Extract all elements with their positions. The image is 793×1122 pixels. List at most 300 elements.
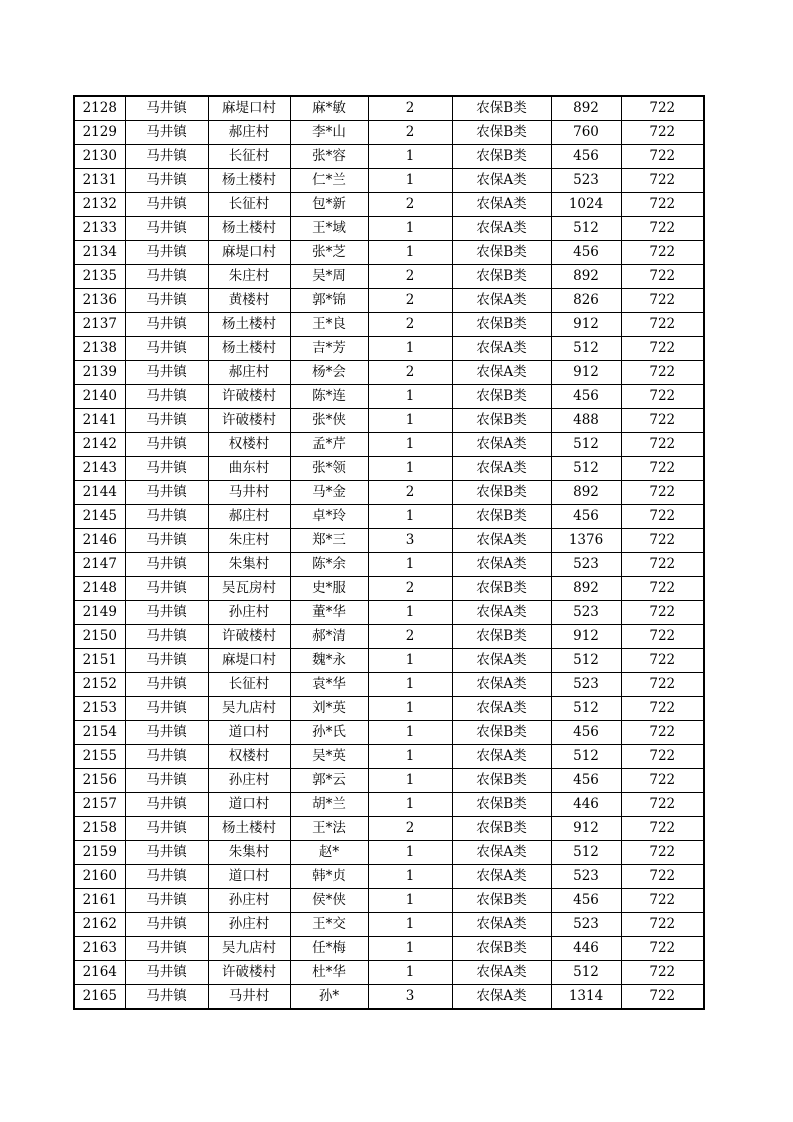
cell-category: 农保B类 (452, 96, 551, 121)
cell-town: 马井镇 (125, 529, 208, 553)
cell-village: 长征村 (208, 193, 290, 217)
table-row (74, 769, 704, 793)
table-row (74, 649, 704, 673)
cell-village: 权楼村 (208, 745, 290, 769)
cell-town: 马井镇 (125, 745, 208, 769)
cell-name: 杜*华 (290, 961, 368, 985)
cell-town: 马井镇 (125, 481, 208, 505)
cell-category: 农保A类 (452, 697, 551, 721)
cell-town: 马井镇 (125, 913, 208, 937)
cell-amount: 523 (551, 601, 621, 625)
cell-name: 马*金 (290, 481, 368, 505)
cell-seq: 2135 (74, 265, 125, 289)
cell-standard: 722 (621, 121, 704, 145)
cell-standard: 722 (621, 625, 704, 649)
cell-persons: 1 (368, 793, 452, 817)
cell-village: 吴九店村 (208, 937, 290, 961)
cell-amount: 488 (551, 409, 621, 433)
cell-seq: 2131 (74, 169, 125, 193)
cell-village: 许破楼村 (208, 961, 290, 985)
cell-category: 农保B类 (452, 721, 551, 745)
cell-category: 农保B类 (452, 937, 551, 961)
cell-seq: 2133 (74, 217, 125, 241)
cell-seq: 2158 (74, 817, 125, 841)
cell-persons: 1 (368, 769, 452, 793)
cell-standard: 722 (621, 697, 704, 721)
cell-standard: 722 (621, 601, 704, 625)
cell-category: 农保B类 (452, 505, 551, 529)
cell-seq: 2144 (74, 481, 125, 505)
cell-amount: 512 (551, 961, 621, 985)
cell-seq: 2140 (74, 385, 125, 409)
cell-category: 农保A类 (452, 193, 551, 217)
table-row (74, 841, 704, 865)
cell-amount: 512 (551, 217, 621, 241)
cell-persons: 2 (368, 193, 452, 217)
cell-amount: 912 (551, 313, 621, 337)
cell-village: 麻堤口村 (208, 649, 290, 673)
table-body (74, 96, 704, 1009)
table-row (74, 937, 704, 961)
cell-name: 卓*玲 (290, 505, 368, 529)
cell-persons: 3 (368, 529, 452, 553)
cell-persons: 1 (368, 913, 452, 937)
cell-amount: 760 (551, 121, 621, 145)
table-row (74, 913, 704, 937)
cell-name: 郭*云 (290, 769, 368, 793)
cell-name: 吴*英 (290, 745, 368, 769)
cell-village: 吴瓦房村 (208, 577, 290, 601)
cell-standard: 722 (621, 145, 704, 169)
table-row (74, 577, 704, 601)
cell-amount: 826 (551, 289, 621, 313)
cell-amount: 456 (551, 889, 621, 913)
cell-seq: 2132 (74, 193, 125, 217)
cell-seq: 2161 (74, 889, 125, 913)
cell-town: 马井镇 (125, 553, 208, 577)
cell-village: 曲东村 (208, 457, 290, 481)
cell-town: 马井镇 (125, 96, 208, 121)
cell-category: 农保A类 (452, 865, 551, 889)
cell-village: 吴九店村 (208, 697, 290, 721)
cell-name: 孟*芹 (290, 433, 368, 457)
cell-amount: 523 (551, 673, 621, 697)
cell-persons: 1 (368, 217, 452, 241)
cell-amount: 912 (551, 817, 621, 841)
cell-persons: 2 (368, 577, 452, 601)
table-row (74, 289, 704, 313)
cell-category: 农保A类 (452, 649, 551, 673)
cell-village: 长征村 (208, 673, 290, 697)
cell-seq: 2136 (74, 289, 125, 313)
cell-name: 陈*连 (290, 385, 368, 409)
cell-persons: 1 (368, 241, 452, 265)
cell-village: 郝庄村 (208, 361, 290, 385)
cell-town: 马井镇 (125, 817, 208, 841)
cell-seq: 2129 (74, 121, 125, 145)
cell-name: 李*山 (290, 121, 368, 145)
table-row (74, 313, 704, 337)
cell-village: 郝庄村 (208, 121, 290, 145)
cell-category: 农保B类 (452, 145, 551, 169)
cell-category: 农保B类 (452, 313, 551, 337)
cell-village: 杨土楼村 (208, 169, 290, 193)
cell-name: 王*交 (290, 913, 368, 937)
cell-amount: 512 (551, 745, 621, 769)
cell-name: 史*服 (290, 577, 368, 601)
cell-persons: 1 (368, 673, 452, 697)
cell-seq: 2141 (74, 409, 125, 433)
cell-standard: 722 (621, 793, 704, 817)
cell-seq: 2148 (74, 577, 125, 601)
cell-amount: 912 (551, 361, 621, 385)
cell-name: 魏*永 (290, 649, 368, 673)
table-row (74, 457, 704, 481)
cell-standard: 722 (621, 937, 704, 961)
cell-category: 农保B类 (452, 241, 551, 265)
cell-standard: 722 (621, 961, 704, 985)
cell-persons: 1 (368, 697, 452, 721)
cell-name: 郑*三 (290, 529, 368, 553)
cell-category: 农保A类 (452, 841, 551, 865)
cell-amount: 456 (551, 145, 621, 169)
cell-name: 韩*贞 (290, 865, 368, 889)
cell-village: 道口村 (208, 793, 290, 817)
cell-persons: 1 (368, 889, 452, 913)
cell-category: 农保A类 (452, 457, 551, 481)
cell-seq: 2150 (74, 625, 125, 649)
cell-persons: 1 (368, 337, 452, 361)
table-row (74, 385, 704, 409)
table-row (74, 193, 704, 217)
table-row (74, 121, 704, 145)
cell-category: 农保B类 (452, 577, 551, 601)
cell-town: 马井镇 (125, 721, 208, 745)
cell-category: 农保B类 (452, 409, 551, 433)
cell-name: 张*侠 (290, 409, 368, 433)
cell-standard: 722 (621, 985, 704, 1010)
cell-standard: 722 (621, 529, 704, 553)
cell-town: 马井镇 (125, 697, 208, 721)
cell-town: 马井镇 (125, 121, 208, 145)
cell-village: 朱庄村 (208, 265, 290, 289)
cell-standard: 722 (621, 433, 704, 457)
cell-amount: 1314 (551, 985, 621, 1010)
cell-town: 马井镇 (125, 601, 208, 625)
cell-seq: 2130 (74, 145, 125, 169)
cell-town: 马井镇 (125, 145, 208, 169)
cell-name: 孙* (290, 985, 368, 1010)
cell-standard: 722 (621, 241, 704, 265)
cell-standard: 722 (621, 96, 704, 121)
table-row (74, 241, 704, 265)
cell-seq: 2146 (74, 529, 125, 553)
cell-name: 郭*锦 (290, 289, 368, 313)
table-row (74, 96, 704, 121)
cell-persons: 1 (368, 649, 452, 673)
cell-standard: 722 (621, 553, 704, 577)
cell-amount: 892 (551, 265, 621, 289)
cell-persons: 2 (368, 289, 452, 313)
cell-standard: 722 (621, 457, 704, 481)
table-row (74, 817, 704, 841)
cell-name: 张*芝 (290, 241, 368, 265)
cell-town: 马井镇 (125, 217, 208, 241)
cell-standard: 722 (621, 481, 704, 505)
cell-persons: 2 (368, 265, 452, 289)
cell-town: 马井镇 (125, 793, 208, 817)
table-row (74, 529, 704, 553)
cell-category: 农保A类 (452, 673, 551, 697)
cell-town: 马井镇 (125, 769, 208, 793)
cell-category: 农保A类 (452, 913, 551, 937)
cell-village: 许破楼村 (208, 625, 290, 649)
cell-category: 农保A类 (452, 433, 551, 457)
table-row (74, 553, 704, 577)
cell-persons: 2 (368, 481, 452, 505)
cell-amount: 1024 (551, 193, 621, 217)
cell-amount: 512 (551, 649, 621, 673)
cell-village: 许破楼村 (208, 409, 290, 433)
cell-amount: 456 (551, 721, 621, 745)
cell-amount: 446 (551, 793, 621, 817)
cell-standard: 722 (621, 577, 704, 601)
cell-village: 杨土楼村 (208, 313, 290, 337)
cell-standard: 722 (621, 817, 704, 841)
cell-amount: 456 (551, 505, 621, 529)
cell-village: 权楼村 (208, 433, 290, 457)
cell-standard: 722 (621, 313, 704, 337)
cell-town: 马井镇 (125, 625, 208, 649)
cell-standard: 722 (621, 505, 704, 529)
cell-standard: 722 (621, 721, 704, 745)
cell-category: 农保B类 (452, 481, 551, 505)
cell-village: 孙庄村 (208, 601, 290, 625)
cell-name: 吴*周 (290, 265, 368, 289)
cell-persons: 1 (368, 505, 452, 529)
cell-amount: 456 (551, 769, 621, 793)
cell-town: 马井镇 (125, 385, 208, 409)
cell-name: 刘*英 (290, 697, 368, 721)
cell-seq: 2152 (74, 673, 125, 697)
table-row (74, 361, 704, 385)
cell-seq: 2142 (74, 433, 125, 457)
cell-category: 农保A类 (452, 961, 551, 985)
cell-name: 仁*兰 (290, 169, 368, 193)
cell-category: 农保A类 (452, 529, 551, 553)
cell-name: 吉*芳 (290, 337, 368, 361)
table-row (74, 601, 704, 625)
cell-town: 马井镇 (125, 409, 208, 433)
cell-seq: 2134 (74, 241, 125, 265)
cell-persons: 1 (368, 553, 452, 577)
table-row (74, 433, 704, 457)
cell-category: 农保B类 (452, 889, 551, 913)
cell-amount: 512 (551, 697, 621, 721)
data-table (73, 95, 705, 1010)
cell-village: 杨土楼村 (208, 817, 290, 841)
table-row (74, 793, 704, 817)
table-row (74, 337, 704, 361)
cell-name: 赵* (290, 841, 368, 865)
cell-name: 张*容 (290, 145, 368, 169)
cell-standard: 722 (621, 865, 704, 889)
cell-name: 任*梅 (290, 937, 368, 961)
cell-persons: 1 (368, 385, 452, 409)
cell-name: 董*华 (290, 601, 368, 625)
cell-category: 农保B类 (452, 385, 551, 409)
cell-persons: 2 (368, 313, 452, 337)
table-row (74, 985, 704, 1010)
cell-amount: 512 (551, 841, 621, 865)
cell-seq: 2143 (74, 457, 125, 481)
cell-category: 农保A类 (452, 553, 551, 577)
cell-name: 陈*余 (290, 553, 368, 577)
table-row (74, 409, 704, 433)
cell-persons: 1 (368, 721, 452, 745)
cell-seq: 2160 (74, 865, 125, 889)
cell-name: 郝*清 (290, 625, 368, 649)
cell-category: 农保A类 (452, 361, 551, 385)
cell-standard: 722 (621, 841, 704, 865)
cell-category: 农保A类 (452, 217, 551, 241)
cell-town: 马井镇 (125, 577, 208, 601)
cell-name: 袁*华 (290, 673, 368, 697)
cell-amount: 912 (551, 625, 621, 649)
cell-amount: 456 (551, 385, 621, 409)
cell-seq: 2157 (74, 793, 125, 817)
cell-name: 孙*氏 (290, 721, 368, 745)
cell-amount: 523 (551, 169, 621, 193)
cell-persons: 1 (368, 865, 452, 889)
cell-persons: 1 (368, 961, 452, 985)
cell-seq: 2128 (74, 96, 125, 121)
cell-seq: 2156 (74, 769, 125, 793)
cell-standard: 722 (621, 289, 704, 313)
cell-standard: 722 (621, 889, 704, 913)
cell-seq: 2154 (74, 721, 125, 745)
cell-persons: 1 (368, 409, 452, 433)
cell-category: 农保B类 (452, 625, 551, 649)
cell-persons: 3 (368, 985, 452, 1010)
cell-town: 马井镇 (125, 169, 208, 193)
cell-village: 杨土楼村 (208, 217, 290, 241)
cell-town: 马井镇 (125, 241, 208, 265)
table-row (74, 145, 704, 169)
cell-amount: 1376 (551, 529, 621, 553)
cell-category: 农保B类 (452, 793, 551, 817)
cell-town: 马井镇 (125, 649, 208, 673)
cell-seq: 2138 (74, 337, 125, 361)
cell-standard: 722 (621, 193, 704, 217)
cell-town: 马井镇 (125, 865, 208, 889)
cell-seq: 2151 (74, 649, 125, 673)
cell-standard: 722 (621, 169, 704, 193)
cell-amount: 512 (551, 433, 621, 457)
cell-town: 马井镇 (125, 265, 208, 289)
cell-category: 农保B类 (452, 769, 551, 793)
cell-standard: 722 (621, 337, 704, 361)
cell-seq: 2149 (74, 601, 125, 625)
cell-standard: 722 (621, 361, 704, 385)
cell-town: 马井镇 (125, 505, 208, 529)
cell-standard: 722 (621, 913, 704, 937)
cell-name: 侯*侠 (290, 889, 368, 913)
cell-village: 杨土楼村 (208, 337, 290, 361)
cell-village: 道口村 (208, 721, 290, 745)
table-row (74, 865, 704, 889)
cell-amount: 456 (551, 241, 621, 265)
cell-village: 孙庄村 (208, 769, 290, 793)
cell-persons: 1 (368, 145, 452, 169)
cell-village: 长征村 (208, 145, 290, 169)
table-row (74, 625, 704, 649)
cell-town: 马井镇 (125, 961, 208, 985)
cell-standard: 722 (621, 385, 704, 409)
cell-persons: 2 (368, 96, 452, 121)
cell-village: 马井村 (208, 985, 290, 1010)
table-row (74, 889, 704, 913)
cell-persons: 1 (368, 601, 452, 625)
cell-amount: 512 (551, 337, 621, 361)
cell-persons: 2 (368, 817, 452, 841)
table-row (74, 217, 704, 241)
cell-persons: 1 (368, 433, 452, 457)
table-row (74, 697, 704, 721)
cell-town: 马井镇 (125, 889, 208, 913)
cell-seq: 2162 (74, 913, 125, 937)
cell-seq: 2165 (74, 985, 125, 1010)
cell-amount: 512 (551, 457, 621, 481)
cell-village: 许破楼村 (208, 385, 290, 409)
table-row (74, 505, 704, 529)
cell-town: 马井镇 (125, 457, 208, 481)
cell-standard: 722 (621, 217, 704, 241)
cell-seq: 2145 (74, 505, 125, 529)
cell-village: 道口村 (208, 865, 290, 889)
cell-village: 朱集村 (208, 841, 290, 865)
table-row (74, 721, 704, 745)
cell-persons: 2 (368, 361, 452, 385)
cell-amount: 892 (551, 481, 621, 505)
cell-town: 马井镇 (125, 841, 208, 865)
cell-persons: 2 (368, 121, 452, 145)
cell-persons: 1 (368, 841, 452, 865)
cell-persons: 1 (368, 745, 452, 769)
cell-category: 农保A类 (452, 745, 551, 769)
cell-standard: 722 (621, 769, 704, 793)
cell-seq: 2153 (74, 697, 125, 721)
cell-village: 孙庄村 (208, 913, 290, 937)
cell-town: 马井镇 (125, 433, 208, 457)
cell-category: 农保A类 (452, 169, 551, 193)
cell-village: 郝庄村 (208, 505, 290, 529)
cell-seq: 2147 (74, 553, 125, 577)
cell-name: 王*域 (290, 217, 368, 241)
cell-amount: 892 (551, 96, 621, 121)
cell-seq: 2159 (74, 841, 125, 865)
cell-town: 马井镇 (125, 937, 208, 961)
table-row (74, 961, 704, 985)
cell-village: 朱集村 (208, 553, 290, 577)
cell-category: 农保B类 (452, 265, 551, 289)
cell-standard: 722 (621, 265, 704, 289)
cell-village: 麻堤口村 (208, 241, 290, 265)
cell-village: 朱庄村 (208, 529, 290, 553)
table-row (74, 745, 704, 769)
cell-village: 孙庄村 (208, 889, 290, 913)
cell-category: 农保A类 (452, 985, 551, 1010)
